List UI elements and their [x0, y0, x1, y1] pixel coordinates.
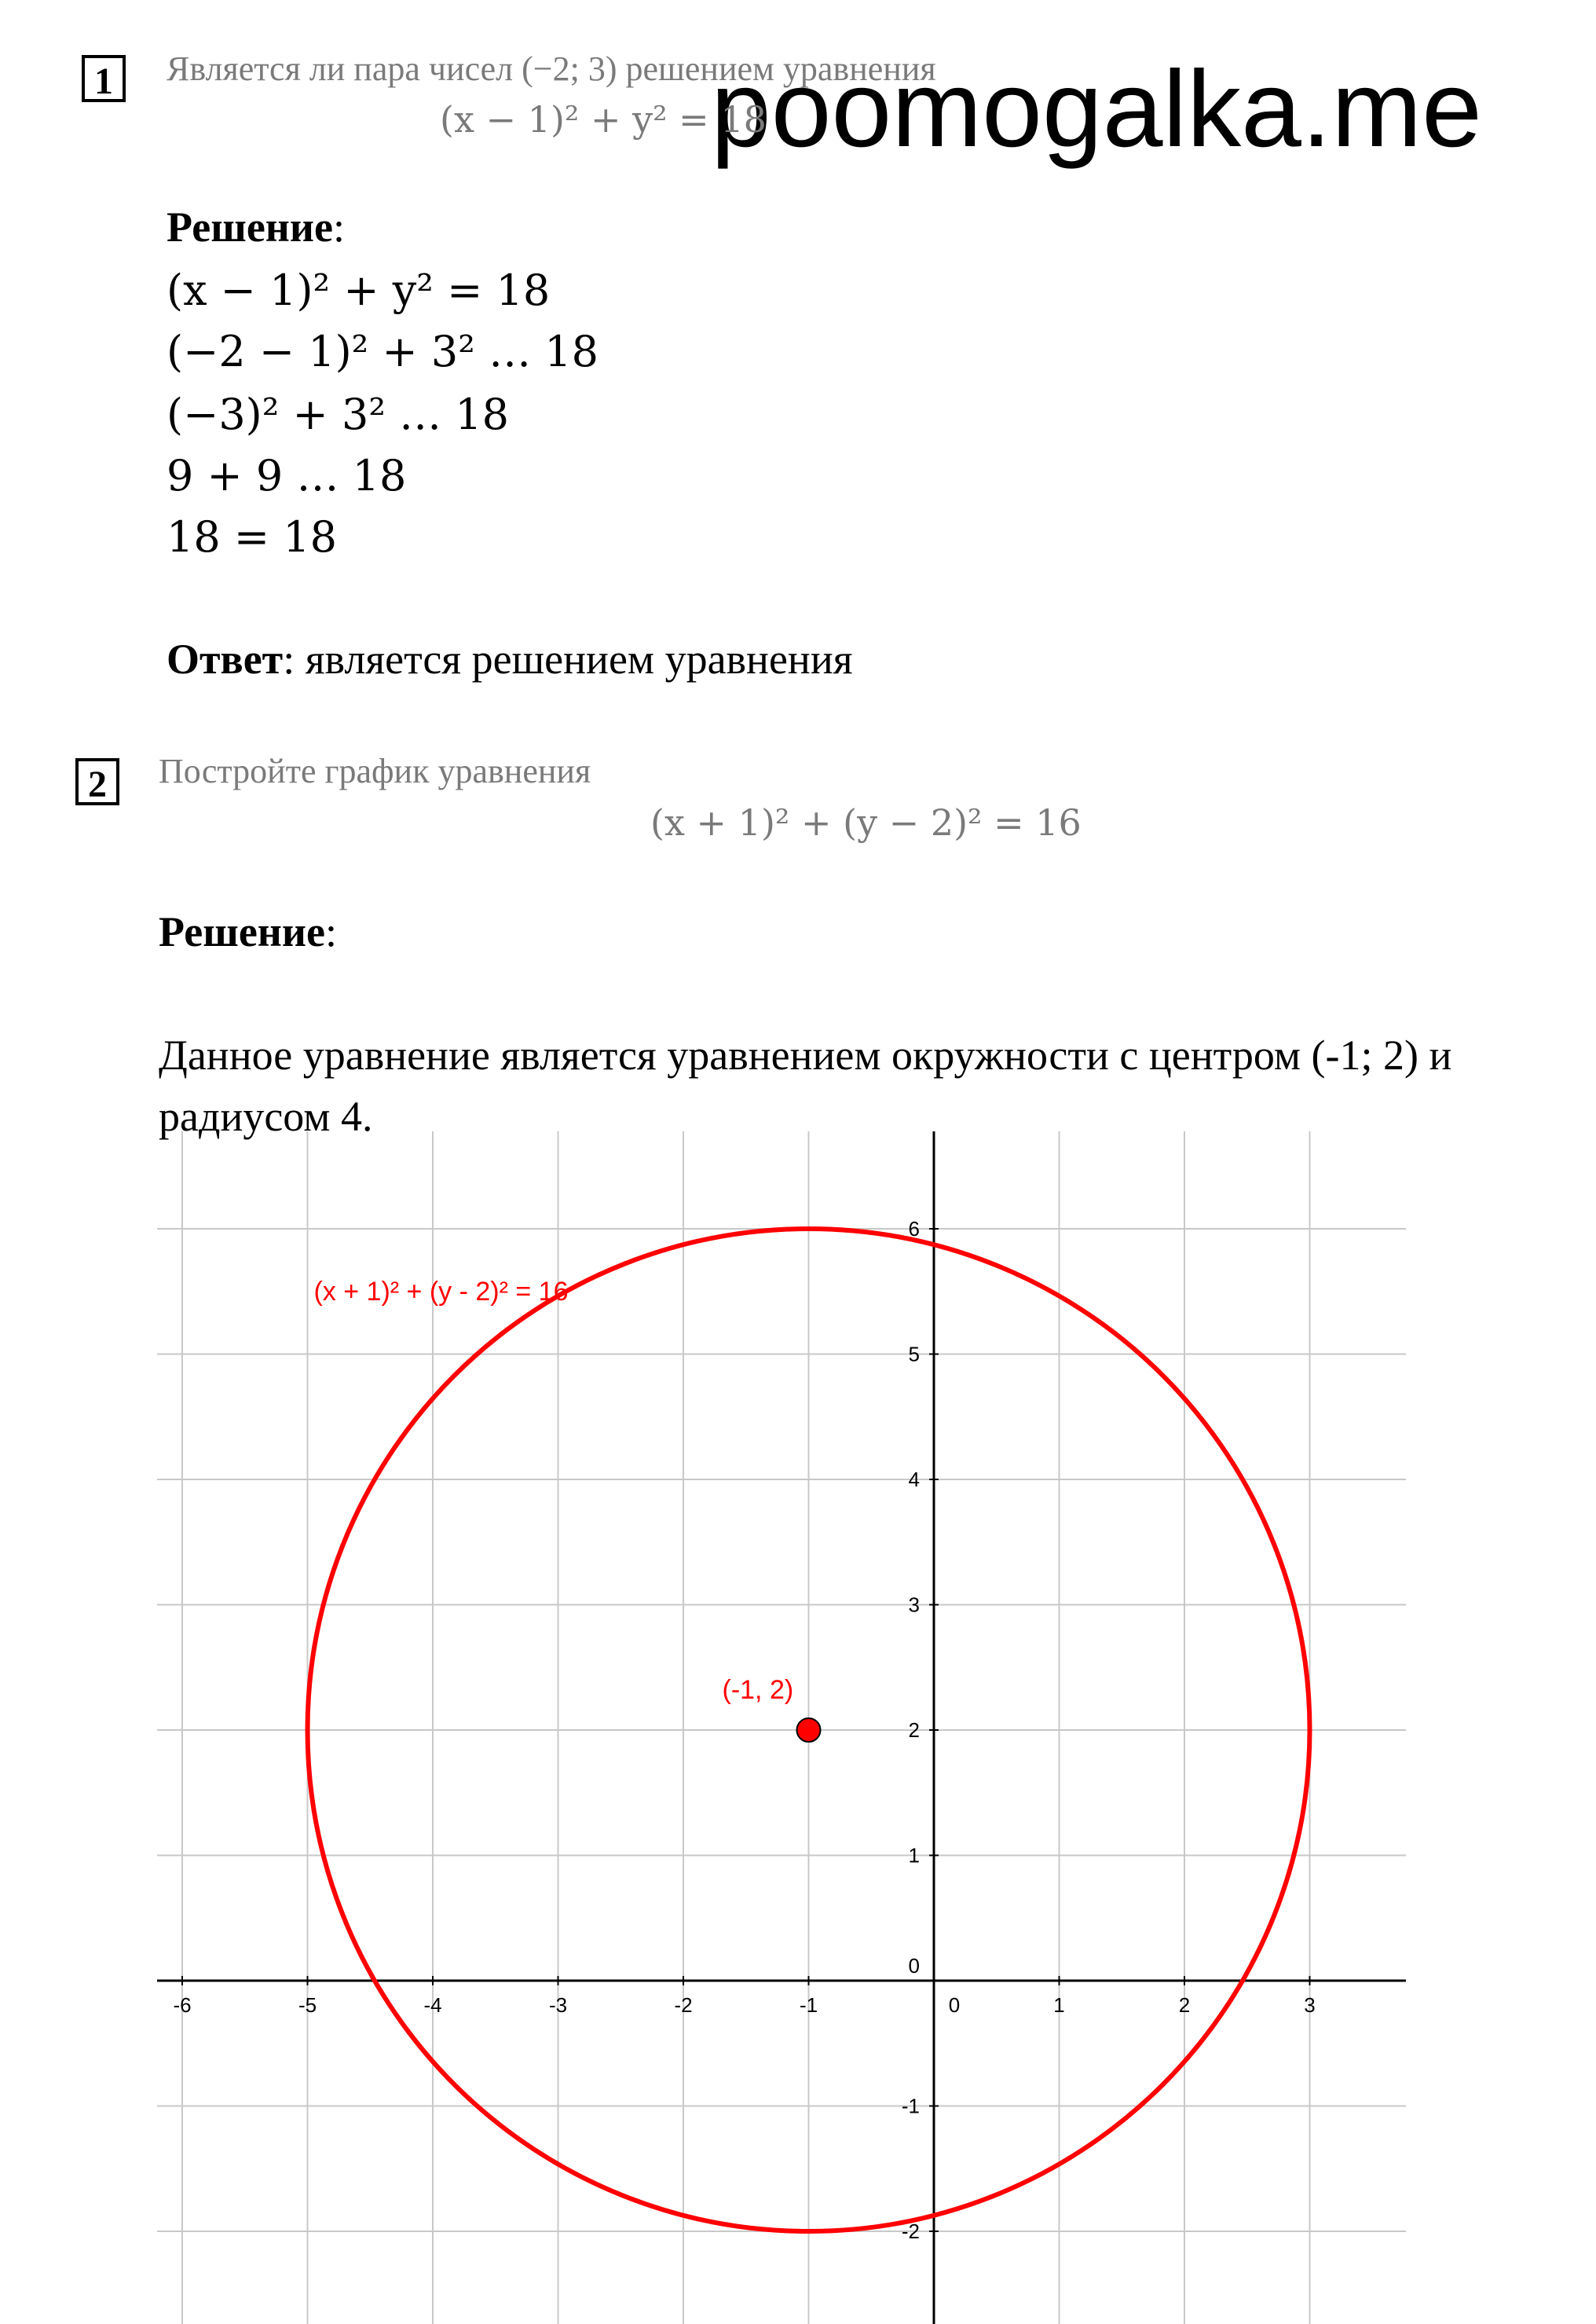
x-tick-label: -3: [548, 1993, 568, 2017]
x-tick-label: 1: [1053, 1993, 1065, 2017]
task1-question: Является ли пара чисел (−2; 3) решением уравнения: [167, 49, 936, 88]
x-tick-label: -6: [173, 1993, 192, 2017]
task2-solution-heading: Решение:: [159, 908, 338, 955]
y-tick-label: 0: [908, 1954, 920, 1978]
y-tick-label: -2: [901, 2220, 920, 2243]
y-tick-label: 3: [908, 1593, 920, 1617]
y-tick-label: 4: [908, 1468, 920, 1491]
y-tick-label: 2: [908, 1718, 920, 1742]
task1-solution-heading: Решение:: [167, 203, 346, 251]
task2-number: 2: [75, 758, 119, 805]
watermark: poomogalka.me: [711, 49, 1482, 170]
task2-explanation: Данное уравнение является уравнением окружности с центром (-1; 2) и: [159, 1032, 1452, 1079]
x-tick-label: -4: [423, 1993, 442, 2017]
y-tick-label: 1: [908, 1843, 920, 1868]
x-tick-label: 3: [1304, 1993, 1316, 2017]
y-tick-label: 5: [908, 1342, 920, 1366]
task1-step: (−3)² + 3² … 18: [167, 390, 510, 439]
task2-explanation: радиусом 4.: [159, 1093, 373, 1140]
x-tick-label: -2: [674, 1993, 693, 2017]
center-point: [797, 1718, 821, 1742]
circle-graph: [0, 1131, 1596, 2324]
x-tick-label: -1: [799, 1993, 818, 2017]
y-tick-label: -1: [901, 2094, 920, 2118]
task1-step: 9 + 9 … 18: [167, 451, 407, 500]
center-label: (-1, 2): [722, 1675, 794, 1705]
y-tick-label: 6: [908, 1217, 920, 1241]
task1-step: (−2 − 1)² + 3² … 18: [167, 327, 598, 376]
curve-label: (x + 1)² + (y - 2)² = 16: [313, 1276, 569, 1307]
task1-answer: Ответ: является решением уравнения: [167, 636, 853, 683]
x-tick-label: 2: [1178, 1993, 1191, 2017]
x-tick-label: -5: [298, 1993, 317, 2017]
task1-step: (x − 1)² + y² = 18: [167, 266, 551, 315]
task2-equation: (x + 1)² + (y − 2)² = 16: [650, 801, 1082, 844]
task1-step: 18 = 18: [167, 512, 338, 562]
task2-question: Постройте график уравнения: [159, 752, 591, 790]
task1-number: 1: [82, 55, 126, 102]
x-tick-label: 0: [948, 1993, 961, 2017]
task1-equation: (x − 1)² + y² = 18: [440, 98, 767, 141]
